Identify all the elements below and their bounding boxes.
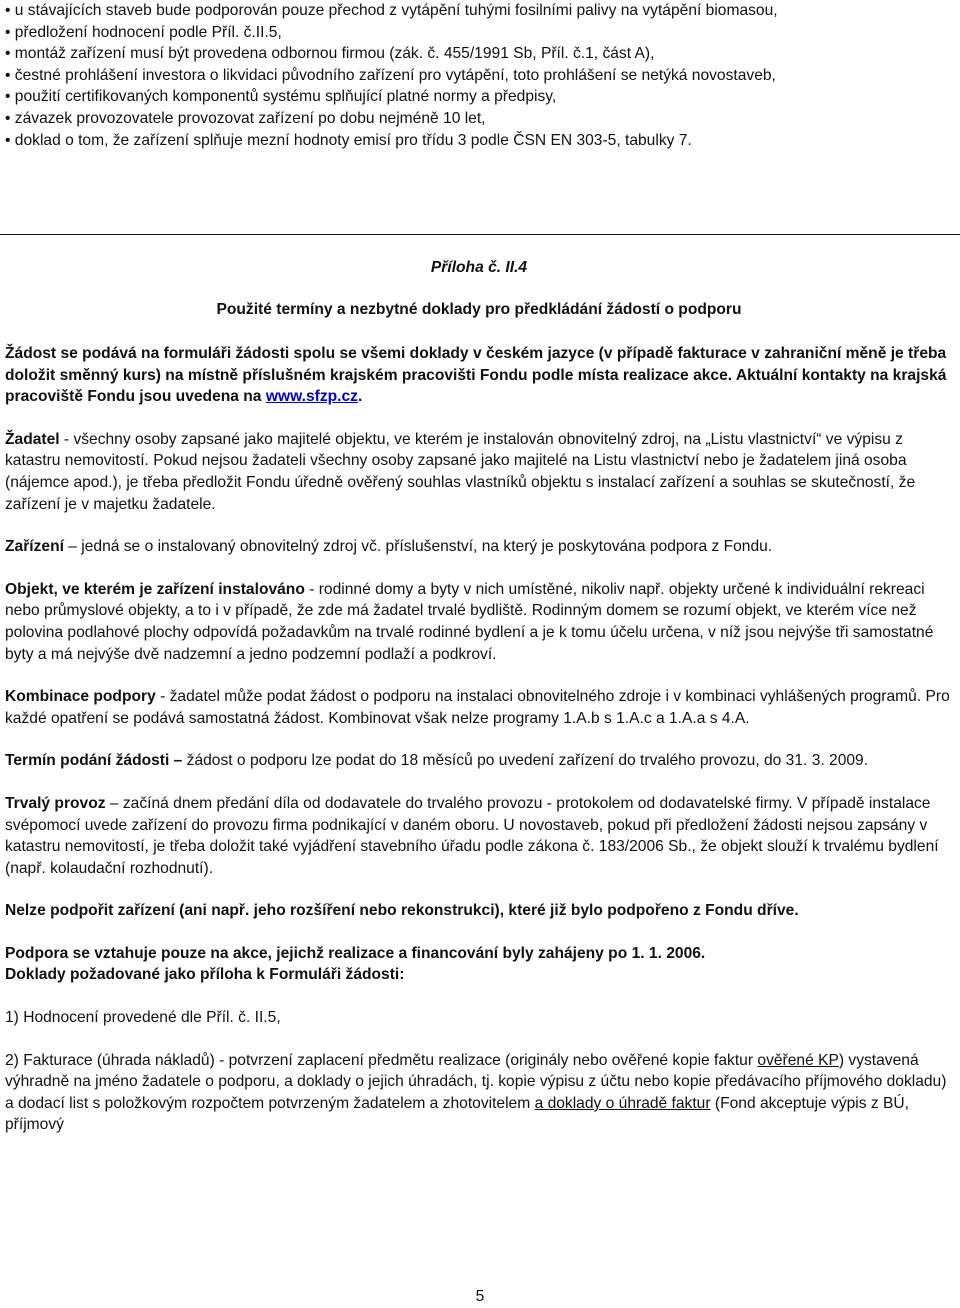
objekt-paragraph: Objekt, ve kterém je zařízení instalováno - rodinné domy a byty v nich umístěné, nikoliv např. objekty určené k individuální rekreaci nebo průmyslové objekty, a to i v případě, že zde má žadatel trvalé bydliště. Rodinným domem se rozumí objekt, ve kterém více než polovina podlahové plochy odpovídá požadavkům na trvalé rodinné bydlení a je k tomu účelu určena, v níž jsou nejvýše tři samostatné byty a má nejvýše dvě nadzemní a jedno podzemní podlaží a podkroví. [5, 580, 934, 663]
list-item: • u stávajících staveb bude podporován pouze přechod z vytápění tuhými fosilními palivy na vytápění biomasou, [5, 0, 953, 22]
kombinace-paragraph: Kombinace podpory - žadatel může podat žádost o podporu na instalaci obnovitelného zdroje i v kombinaci vyhlášených programů. Pro každé opatření se podává samostatná žádost. Kombinovat však nelze programy 1.A.b s 1.A.c a 1.A.a s 4.A. [5, 688, 950, 727]
list-item: • předložení hodnocení podle Příl. č.II.5, [5, 22, 953, 44]
document-page [5, 0, 953, 1134]
term-objekt: Objekt, ve kterém je zařízení instalováno [5, 580, 305, 598]
annex-title: Příloha č. II.4 [430, 259, 528, 276]
sfzp-link[interactable]: www.sfzp.cz [265, 388, 358, 406]
requirements-list [5, 0, 953, 151]
term-kombinace: Kombinace podpory [5, 688, 156, 706]
term-provoz: Trvalý provoz [5, 794, 106, 812]
list-item: • čestné prohlášení investora o likvidaci původního zařízení pro vytápění, toto prohlášení se netýká novostaveb, [5, 65, 953, 87]
term-zarizeni: Zařízení [5, 538, 64, 556]
term-zadatel: Žadatel [5, 430, 60, 448]
section-title: Použité termíny a nezbytné doklady pro předkládání žádostí o podporu [216, 301, 742, 318]
provoz-paragraph: Trvalý provoz – začíná dnem předání díla od dodavatele do trvalého provozu - protokolem od dodavatelské firmy. V případě instalace svépomocí uvede zařízení do provozu firma podnikající v daném oboru. U novostaveb, pokud při předložení žádosti nejsou zapsány v katastru nemovitostí, je třeba doložit také vyjádření stavebního úřadu podle zákona č. 183/2006 Sb., že objekt slouží k trvalému bydlení (např. kolaudační rozhodnutí). [5, 794, 939, 877]
doklad-1: 1) Hodnocení provedené dle Příl. č. II.5, [5, 1009, 281, 1027]
doklady-heading: Doklady požadované jako příloha k Formuláři žádosti: [5, 966, 405, 984]
list-item: • závazek provozovatele provozovat zařízení po dobu nejméně 10 let, [5, 108, 953, 130]
page-number: 5 [475, 1288, 485, 1305]
zarizeni-paragraph: Zařízení – jedná se o instalovaný obnovitelný zdroj vč. příslušenství, na který je poskytována podpora z Fondu. [5, 538, 773, 556]
horizontal-divider [0, 234, 960, 235]
document-body [5, 343, 953, 1136]
termin-paragraph: Termín podání žádosti – žádost o podporu lze podat do 18 měsíců po uvedení zařízení do trvalého provozu, do 31. 3. 2009. [5, 752, 869, 770]
term-termin: Termín podání žádosti – [5, 752, 183, 770]
list-item: • použití certifikovaných komponentů systému splňující platné normy a předpisy, [5, 86, 953, 108]
doklad-2: 2) Fakturace (úhrada nákladů) - potvrzení zaplacení předmětu realizace (originály nebo ověřené kopie faktur ověřené KP) vystavená výhradně na jméno žadatele o podporu, a doklady o jejich úhradách, tj. kopie výpisu z účtu nebo kopie předávacího příjmového dokladu) a dodací list s položkovým rozpočtem potvrzeným žadatelem a zhotovitelem a doklady o úhradě faktur (Fond akceptuje výpis z BÚ, příjmový [5, 1051, 947, 1134]
podpora-line: Podpora se vztahuje pouze na akce, jejichž realizace a financování byly zahájeny po 1. 1. 2006. [5, 944, 706, 962]
list-item: • montáž zařízení musí být provedena odbornou firmou (zák. č. 455/1991 Sb, Příl. č.1, část A), [5, 43, 953, 65]
zadatel-paragraph: Žadatel - všechny osoby zapsané jako majitelé objektu, ve kterém je instalován obnovitelný zdroj, na „Listu vlastnictví“ ve výpisu z katastru nemovitostí. Pokud nejsou žadateli všechny osoby zapsané jako majitelé na Listu vlastnictví nebo je žadatelem jiná osoba (nájemce apod.), je třeba předložit Fondu úředně ověřený souhlas vlastníků objektu s instalací zařízení a souhlas se skutečností, že zařízení je v majetku žadatele. [5, 430, 916, 513]
nelze-paragraph: Nelze podpořit zařízení (ani např. jeho rozšíření nebo rekonstrukci), které již bylo podpořeno z Fondu dříve. [5, 902, 799, 920]
intro-paragraph: Žádost se podává na formuláři žádosti spolu se všemi doklady v českém jazyce (v případě fakturace v zahraniční měně je třeba doložit směnný kurs) na místně příslušném krajském pracovišti Fondu podle místa realizace akce. Aktuální kontakty na krajská pracoviště Fondu jsou uvedena na www.sfzp.cz. [5, 345, 947, 406]
list-item: • doklad o tom, že zařízení splňuje mezní hodnoty emisí pro třídu 3 podle ČSN EN 303-5, tabulky 7. [5, 130, 953, 152]
